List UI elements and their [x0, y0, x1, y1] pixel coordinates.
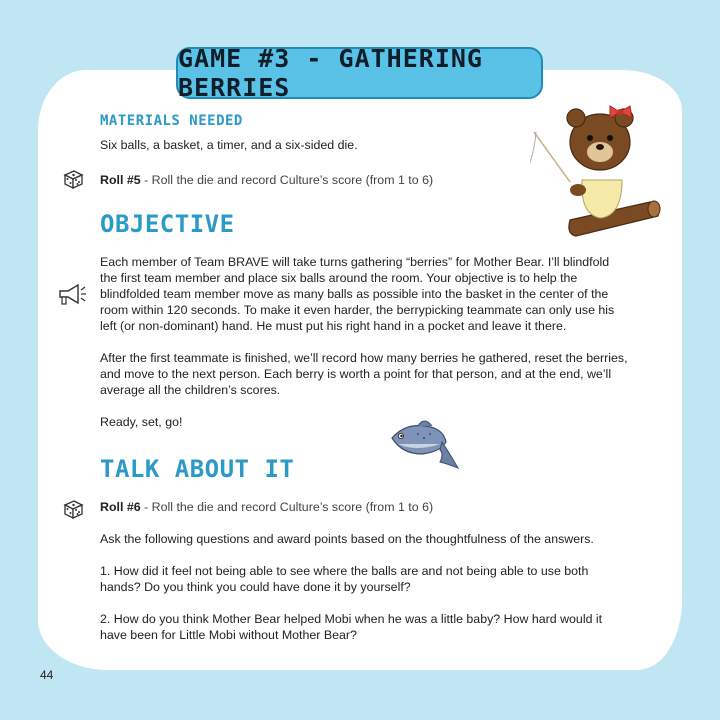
roll6-line	[100, 499, 433, 516]
objective-line-5: left (or non-dominant) hand. He must put his right hand in a pocket and leave it there.	[100, 319, 567, 333]
page-number: 44	[40, 668, 54, 682]
dice-icon	[62, 168, 84, 190]
objective-line-4: room within 120 seconds. To make it even harder, the berrypicking teammate can only use his	[100, 303, 615, 317]
question-2-line-2: have been for Little Mobi without Mother Bear?	[100, 628, 357, 642]
talk-intro: Ask the following questions and award points based on the thoughtfulness of the answers.	[100, 532, 594, 546]
objective-heading: OBJECTIVE	[100, 210, 235, 238]
roll6-text: - Roll the die and record Culture’s score (from 1 to 6)	[140, 500, 434, 514]
page-title: GAME #3 - GATHERING BERRIES	[178, 44, 483, 102]
question-1-line-2: hands? Do you think you could have done it by yourself?	[100, 580, 411, 594]
materials-heading: MATERIALS NEEDED	[100, 113, 243, 129]
objective-line-1: Each member of Team BRAVE will take turns gathering “berries” for Mother Bear. I’ll blindfold	[100, 255, 610, 269]
roll5-text: - Roll the die and record Culture’s score (from 1 to 6)	[140, 173, 434, 187]
objective-p2-line-3: average all the children’s scores.	[100, 383, 281, 397]
title-banner	[176, 44, 543, 102]
fish-illustration	[388, 416, 462, 474]
bear-fishing-illustration	[530, 102, 664, 248]
question-1-line-1: 1. How did it feel not being able to see where the balls are and not being able to use both	[100, 564, 589, 578]
objective-p2-line-2: and move to the next person. Each berry is worth a point for that person, and at the end, we’ll	[100, 367, 612, 381]
roll5-label: Roll #5	[100, 173, 141, 187]
roll5-line	[100, 172, 433, 189]
megaphone-icon	[56, 280, 88, 308]
objective-p2-line-1: After the first teammate is finished, we’ll record how many berries he gathered, reset the berries,	[100, 351, 628, 365]
talk-heading: TALK ABOUT IT	[100, 455, 295, 483]
ready-text: Ready, set, go!	[100, 415, 183, 429]
roll6-label: Roll #6	[100, 500, 141, 514]
objective-line-3: blindfolded team member move as many balls as possible into the basket in the center of the	[100, 287, 609, 301]
objective-line-2: the first team member and place six balls around the room. Your objective is to help the	[100, 271, 578, 285]
question-2-line-1: 2. How do you think Mother Bear helped Mobi when he was a little baby? How hard would it	[100, 612, 603, 626]
materials-text: Six balls, a basket, a timer, and a six-sided die.	[100, 138, 358, 152]
dice-icon	[62, 498, 84, 520]
